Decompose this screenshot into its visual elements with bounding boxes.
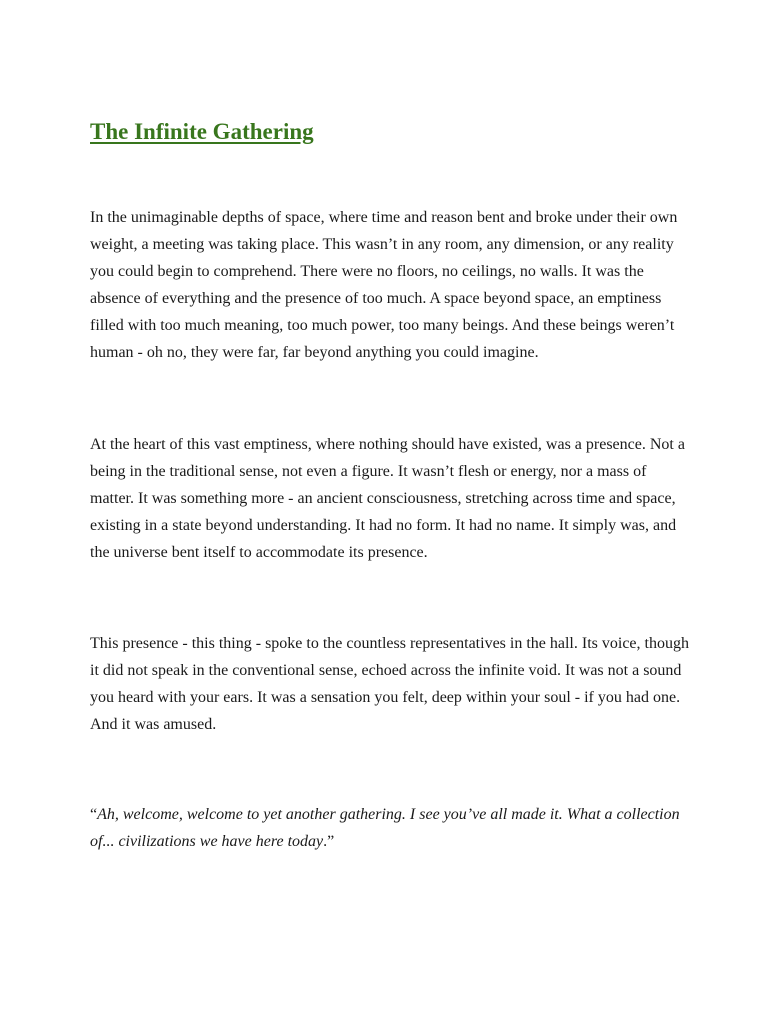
paragraph-2: At the heart of this vast emptiness, where nothing should have existed, was a presence. Not a being in the traditional sense, not even a figure. It wasn’t flesh or energy, nor a mass of matter. It was something more - an ancient consciousness, stretching across time and space, existing in a state beyond understanding. It had no form. It had no name. It simply was, and the universe bent itself to accommodate its presence. (90, 436, 685, 561)
document-title: The Infinite Gathering (90, 119, 314, 144)
quote-paragraph (90, 801, 690, 855)
quote-text: Ah, welcome, welcome to yet another gathering. I see you’ve all made it. What a collection of... civilizations we have here today (90, 806, 680, 850)
paragraph-1: In the unimaginable depths of space, where time and reason bent and broke under their own weight, a meeting was taking place. This wasn’t in any room, any dimension, or any reality you could begin to comprehend. There were no floors, no ceilings, no walls. It was the absence of everything and the presence of too much. A space beyond space, an emptiness filled with too much meaning, too much power, too many beings. And these beings weren’t human - oh no, they were far, far beyond anything you could imagine. (90, 209, 678, 361)
quote-close-mark: .” (323, 833, 335, 850)
quote-open-mark: “ (90, 806, 98, 823)
paragraph-3: This presence - this thing - spoke to the countless representatives in the hall. Its voice, though it did not speak in the conventional sense, echoed across the infinite void. It was not a sound you heard with your ears. It was a sensation you felt, deep within your soul - if you had one. And it was amused. (90, 635, 689, 733)
